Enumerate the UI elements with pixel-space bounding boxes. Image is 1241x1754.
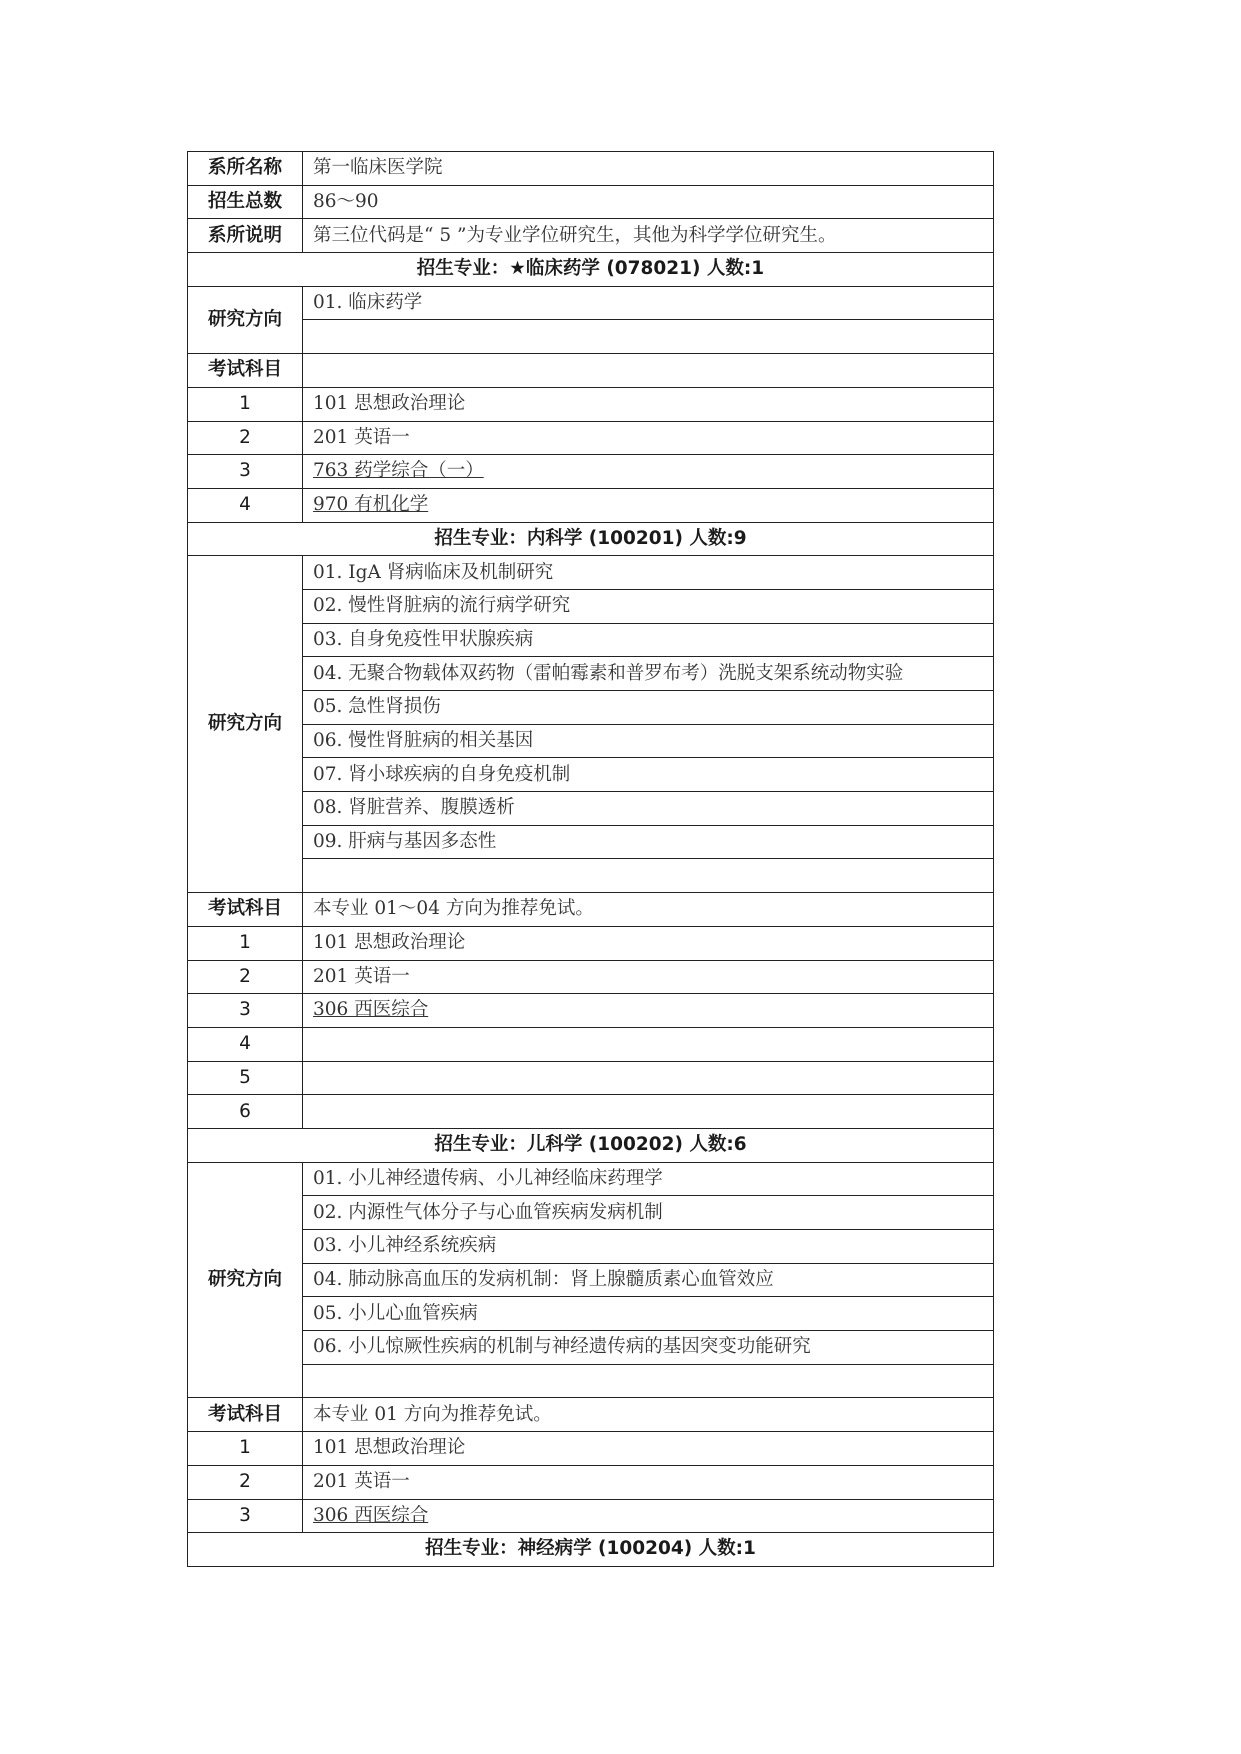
subject-name	[303, 1027, 994, 1061]
document-page	[187, 151, 993, 1567]
direction-item: 06. 慢性肾脏病的相关基因	[303, 724, 994, 758]
exam-note	[303, 354, 994, 388]
direction-row	[188, 1196, 994, 1230]
direction-item: 09. 肝病与基因多态性	[303, 825, 994, 859]
direction-row	[188, 758, 994, 792]
subject-row	[188, 455, 994, 489]
exam-label: 考试科目	[188, 354, 303, 388]
direction-row	[188, 1331, 994, 1365]
exam-row	[188, 1398, 994, 1432]
direction-item: 02. 慢性肾脏病的流行病学研究	[303, 589, 994, 623]
direction-item: 05. 小儿心血管疾病	[303, 1297, 994, 1331]
direction-item: 03. 小儿神经系统疾病	[303, 1230, 994, 1264]
subject-name: 101 思想政治理论	[303, 926, 994, 960]
total-value: 86～90	[303, 185, 994, 219]
direction-item	[303, 320, 994, 354]
subject-number: 4	[188, 488, 303, 522]
subject-number: 3	[188, 1499, 303, 1533]
direction-row	[188, 691, 994, 725]
subject-name: 201 英语一	[303, 960, 994, 994]
subject-name: 101 思想政治理论	[303, 387, 994, 421]
total-label: 招生总数	[188, 185, 303, 219]
direction-label: 研究方向	[188, 1162, 303, 1398]
subject-link[interactable]: 970 有机化学	[313, 494, 429, 516]
direction-label: 研究方向	[188, 556, 303, 893]
note-label: 系所说明	[188, 219, 303, 253]
major-title: 招生专业：★临床药学 (078021) 人数:1	[188, 253, 994, 287]
subject-name: 201 英语一	[303, 421, 994, 455]
dept-name-value: 第一临床医学院	[303, 152, 994, 186]
direction-row	[188, 556, 994, 590]
subject-name: 201 英语一	[303, 1465, 994, 1499]
subject-row	[188, 488, 994, 522]
subject-number: 4	[188, 1027, 303, 1061]
subject-row	[188, 960, 994, 994]
direction-item: 01. 小儿神经遗传病、小儿神经临床药理学	[303, 1162, 994, 1196]
note-row	[188, 219, 994, 253]
direction-row	[188, 1297, 994, 1331]
direction-item: 03. 自身免疫性甲状腺疾病	[303, 623, 994, 657]
subject-row	[188, 1061, 994, 1095]
direction-item: 02. 内源性气体分子与心血管疾病发病机制	[303, 1196, 994, 1230]
direction-row	[188, 1162, 994, 1196]
exam-row	[188, 354, 994, 388]
direction-row	[188, 1364, 994, 1398]
direction-item: 05. 急性肾损伤	[303, 691, 994, 725]
direction-item	[303, 859, 994, 893]
subject-number: 3	[188, 994, 303, 1028]
direction-item: 07. 肾小球疾病的自身免疫机制	[303, 758, 994, 792]
direction-row	[188, 657, 994, 691]
subject-number: 1	[188, 1432, 303, 1466]
admissions-table	[187, 151, 994, 1567]
direction-row	[188, 320, 994, 354]
major-title: 招生专业：内科学 (100201) 人数:9	[188, 522, 994, 556]
subject-number: 2	[188, 1465, 303, 1499]
direction-row	[188, 859, 994, 893]
direction-item: 01. 临床药学	[303, 286, 994, 320]
direction-row	[188, 724, 994, 758]
subject-name	[303, 1061, 994, 1095]
exam-label: 考试科目	[188, 1398, 303, 1432]
exam-label: 考试科目	[188, 893, 303, 927]
major-title-row	[188, 522, 994, 556]
direction-row	[188, 623, 994, 657]
dept-name-row	[188, 152, 994, 186]
subject-row	[188, 1465, 994, 1499]
exam-row	[188, 893, 994, 927]
subject-number: 1	[188, 387, 303, 421]
direction-row	[188, 825, 994, 859]
subject-row	[188, 1432, 994, 1466]
exam-note: 本专业 01～04 方向为推荐免试。	[303, 893, 994, 927]
subject-link[interactable]: 306 西医综合	[313, 999, 429, 1021]
dept-name-label: 系所名称	[188, 152, 303, 186]
direction-row	[188, 792, 994, 826]
subject-number: 6	[188, 1095, 303, 1129]
subject-row	[188, 421, 994, 455]
note-value: 第三位代码是“ 5 ”为专业学位研究生，其他为科学学位研究生。	[303, 219, 994, 253]
direction-item	[303, 1364, 994, 1398]
subject-number: 2	[188, 421, 303, 455]
subject-row	[188, 926, 994, 960]
subject-row	[188, 387, 994, 421]
subject-row	[188, 994, 994, 1028]
direction-row	[188, 1263, 994, 1297]
direction-label: 研究方向	[188, 286, 303, 353]
subject-row	[188, 1027, 994, 1061]
direction-item: 06. 小儿惊厥性疾病的机制与神经遗传病的基因突变功能研究	[303, 1331, 994, 1365]
major-title: 招生专业：神经病学 (100204) 人数:1	[188, 1533, 994, 1567]
direction-item: 01. IgA 肾病临床及机制研究	[303, 556, 994, 590]
subject-link[interactable]: 306 西医综合	[313, 1504, 429, 1526]
subject-link[interactable]: 763 药学综合（一）	[313, 460, 484, 482]
direction-item: 04. 无聚合物载体双药物（雷帕霉素和普罗布考）洗脱支架系统动物实验	[303, 657, 994, 691]
subject-number: 5	[188, 1061, 303, 1095]
major-title-row	[188, 1533, 994, 1567]
direction-row	[188, 589, 994, 623]
exam-note: 本专业 01 方向为推荐免试。	[303, 1398, 994, 1432]
subject-name	[303, 1095, 994, 1129]
subject-number: 2	[188, 960, 303, 994]
major-title-row	[188, 1128, 994, 1162]
subject-row	[188, 1095, 994, 1129]
subject-name: 101 思想政治理论	[303, 1432, 994, 1466]
subject-row	[188, 1499, 994, 1533]
major-title: 招生专业：儿科学 (100202) 人数:6	[188, 1128, 994, 1162]
direction-item: 08. 肾脏营养、腹膜透析	[303, 792, 994, 826]
direction-row	[188, 1230, 994, 1264]
major-title-row	[188, 253, 994, 287]
subject-number: 3	[188, 455, 303, 489]
direction-row	[188, 286, 994, 320]
direction-item: 04. 肺动脉高血压的发病机制：肾上腺髓质素心血管效应	[303, 1263, 994, 1297]
subject-number: 1	[188, 926, 303, 960]
total-row	[188, 185, 994, 219]
